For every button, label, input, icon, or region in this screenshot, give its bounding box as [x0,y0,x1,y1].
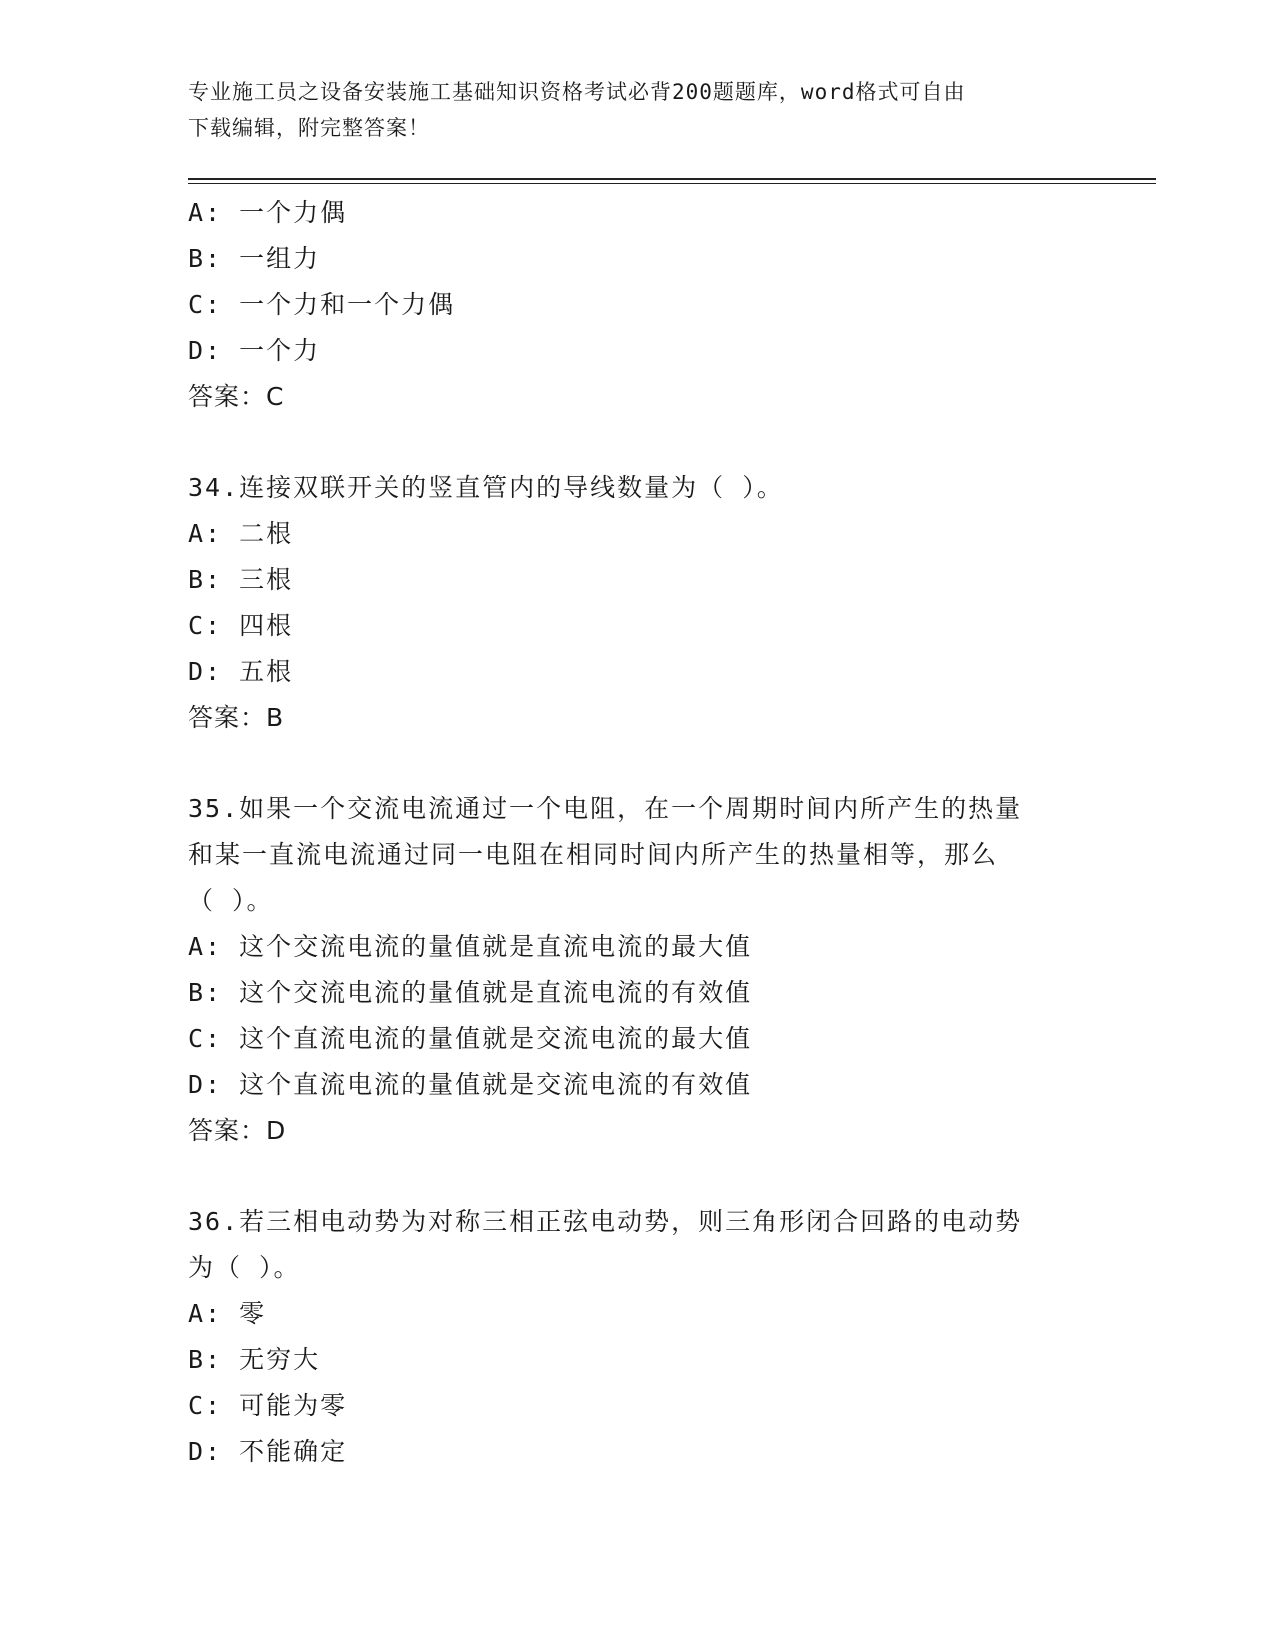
header-divider-thin [188,183,1156,184]
question-list [188,190,1088,1475]
option-b: B: 这个交流电流的量值就是直流电流的有效值 [188,978,753,1007]
answer-line: 答案：D [188,1116,287,1145]
option-c: C: 一个力和一个力偶 [188,290,456,319]
stem-line-2: 为（ ）。 [188,1253,301,1282]
document-header [188,74,1088,146]
header-line-1: 专业施工员之设备安装施工基础知识资格考试必背200题题库，word格式可自由 [188,80,966,104]
answer-line: 答案：B [188,703,285,732]
header-divider-thick [188,178,1156,180]
question-stem: 34.连接双联开关的竖直管内的导线数量为（ ）。 [188,473,784,502]
question-34 [188,465,1088,741]
question-35 [188,786,1088,1154]
answer-line: 答案：C [188,382,285,411]
stem-line-3: （ ）。 [188,886,274,915]
option-b: B: 无穷大 [188,1345,321,1374]
option-a: A: 二根 [188,519,294,548]
option-b: B: 一组力 [188,244,321,273]
option-d: D: 五根 [188,657,294,686]
option-d: D: 这个直流电流的量值就是交流电流的有效值 [188,1070,753,1099]
option-d: D: 不能确定 [188,1437,348,1466]
option-c: C: 四根 [188,611,294,640]
spacer [188,420,1088,465]
option-b: B: 三根 [188,565,294,594]
stem-line-2: 和某一直流电流通过同一电阻在相同时间内所产生的热量相等，那么 [188,840,999,869]
spacer [188,741,1088,786]
stem-line-1: 35.如果一个交流电流通过一个电阻，在一个周期时间内所产生的热量 [188,794,1023,823]
header-line-2: 下载编辑，附完整答案！ [188,116,430,140]
option-a: A: 零 [188,1299,267,1328]
stem-line-1: 36.若三相电动势为对称三相正弦电动势，则三角形闭合回路的电动势 [188,1207,1023,1236]
question-33 [188,190,1088,420]
option-a: A: 这个交流电流的量值就是直流电流的最大值 [188,932,753,961]
spacer [188,1154,1088,1199]
option-c: C: 可能为零 [188,1391,348,1420]
question-36 [188,1199,1088,1475]
option-d: D: 一个力 [188,336,321,365]
option-a: A: 一个力偶 [188,198,348,227]
option-c: C: 这个直流电流的量值就是交流电流的最大值 [188,1024,753,1053]
question-stem [188,786,1088,924]
question-stem [188,1199,1088,1291]
